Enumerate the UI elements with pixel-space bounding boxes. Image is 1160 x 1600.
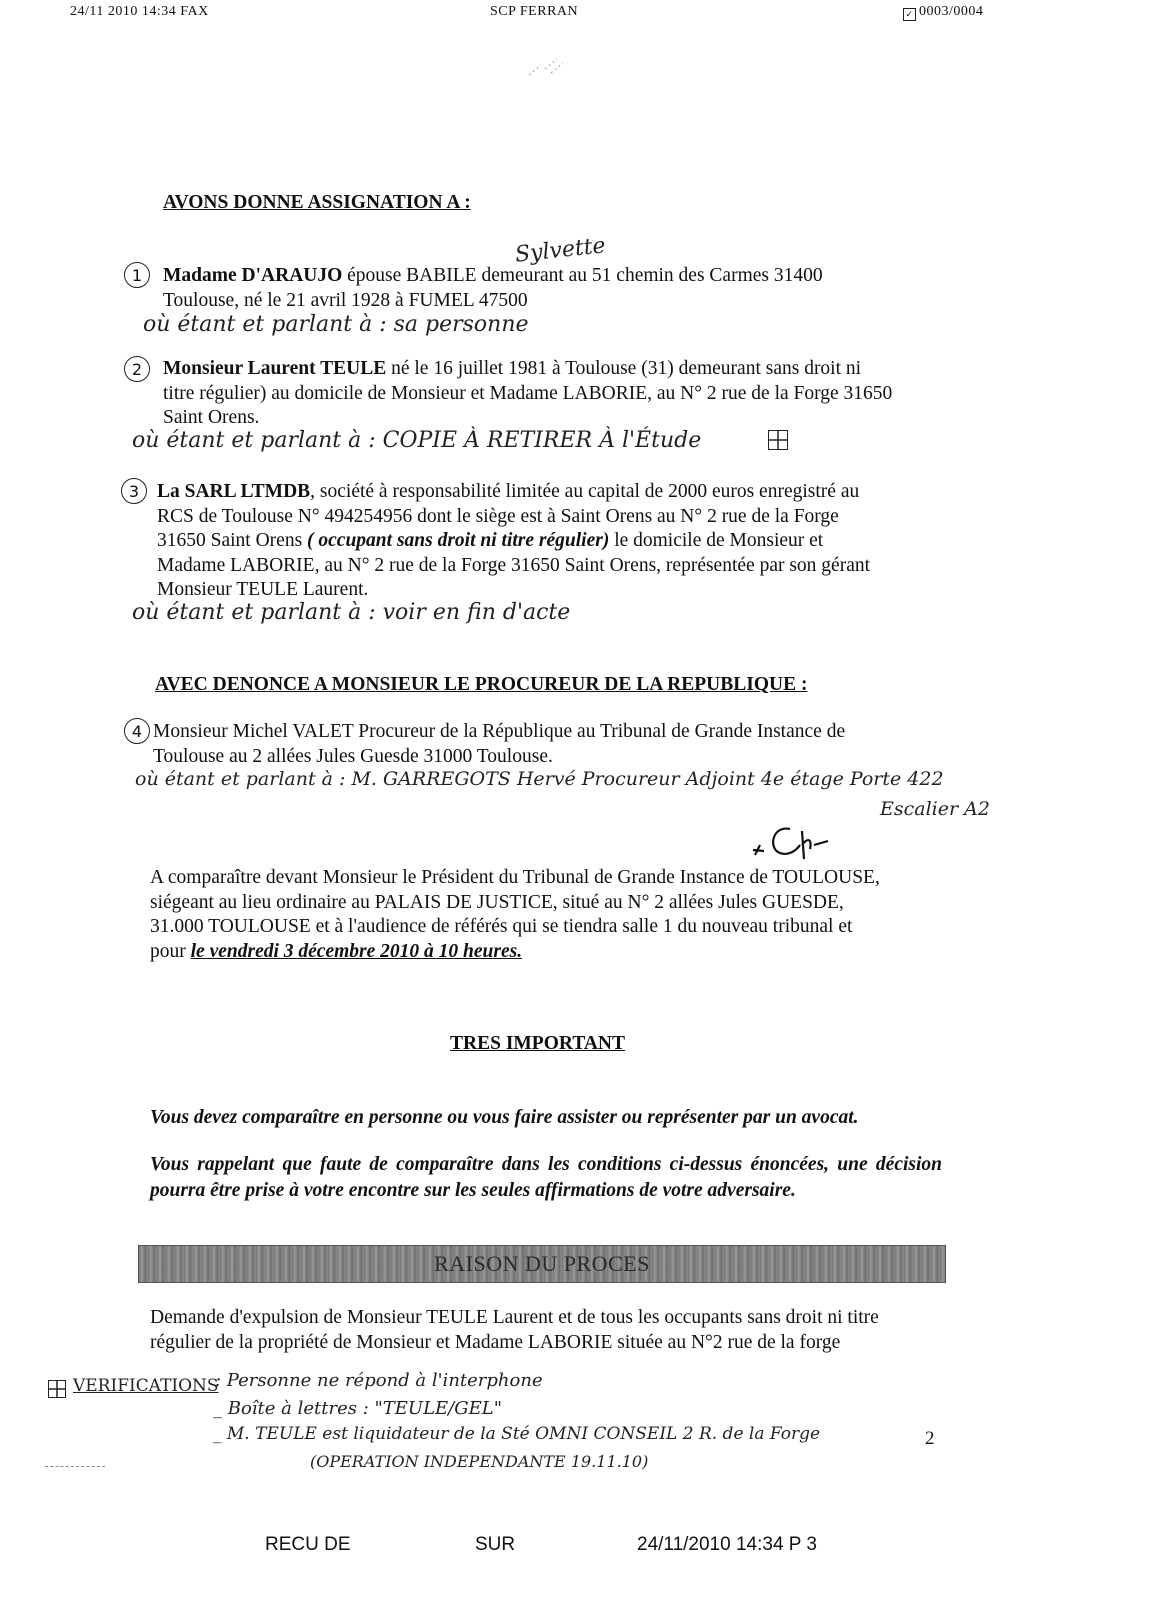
denonce-heading: AVEC DENONCE A MONSIEUR LE PROCUREUR DE LA REPUBLIQUE : [155, 674, 808, 695]
verification-note-1: : Personne ne répond à l'interphone [215, 1370, 543, 1391]
party-3-name: La SARL LTMDB [157, 481, 311, 502]
fax-footer-datetime: 24/11/2010 14:34 P 3 [637, 1534, 817, 1555]
party-3-occupant-note: ( occupant sans droit ni titre régulier) [307, 530, 610, 551]
assignation-heading: AVONS DONNE ASSIGNATION A : [163, 192, 471, 213]
scan-mark [527, 55, 567, 77]
comparution-text [150, 866, 942, 964]
party-2-name: Monsieur Laurent TEULE [163, 358, 387, 379]
party-3-handwritten-service: où étant et parlant à : voir en fin d'acte [132, 600, 571, 625]
fax-icon: ✓ [903, 8, 916, 21]
cross-box-icon [768, 430, 788, 450]
hearing-date: le vendredi 3 décembre 2010 à 10 heures. [190, 940, 523, 962]
verification-note-4: (OPERATION INDEPENDANTE 19.11.10) [310, 1452, 649, 1471]
comparution-line-1: A comparaître devant Monsieur le Président du Tribunal de Grande Instance de TOULOUSE, [150, 867, 880, 888]
comparution-line-3: 31.000 TOULOUSE et à l'audience de référés qui se tiendra salle 1 du nouveau tribunal et [150, 916, 853, 937]
party-1-line-2: Toulouse, né le 21 avril 1928 à FUMEL 47500 [163, 289, 528, 311]
fax-footer-sur: SUR [475, 1534, 516, 1555]
party-2-text [163, 357, 945, 431]
verifications-title: VERIFICATIONS [73, 1376, 219, 1396]
raison-line-1: Demande d'expulsion de Monsieur TEULE Laurent et de tous les occupants sans droit ni titre [150, 1307, 879, 1328]
procureur-line-1: Monsieur Michel VALET Procureur de la République au Tribunal de Grande Instance de [153, 721, 846, 742]
cross-box-icon [48, 1380, 66, 1398]
important-notice-1: Vous devez comparaître en personne ou vous faire assister ou représenter par un avocat. [150, 1107, 859, 1128]
fax-header-page [903, 4, 983, 21]
bailiff-signature [750, 815, 830, 865]
party-2-line-1: né le 16 juillet 1981 à Toulouse (31) demeurant sans droit ni [386, 358, 862, 379]
important-heading: TRES IMPORTANT [450, 1033, 626, 1054]
party-1-name: Madame D'ARAUJO [163, 265, 343, 286]
procureur-line-2: Toulouse au 2 allées Jules Guesde 31000 Toulouse. [153, 745, 553, 767]
handwritten-insert-firstname: Sylvette [513, 233, 607, 268]
party-3-line-5: Monsieur TEULE Laurent. [157, 579, 369, 600]
party-2-line-2: titre régulier) au domicile de Monsieur et Madame LABORIE, au N° 2 rue de la Forge 31650 [163, 382, 893, 404]
raison-line-2: régulier de la propriété de Monsieur et Madame LABORIE située au N°2 rue de la forge [150, 1331, 841, 1353]
party-2-line-3: Saint Orens. [163, 407, 260, 428]
party-3-line-4: Madame LABORIE, au N° 2 rue de la Forge 31650 Saint Orens, représentée par son gérant [157, 554, 871, 576]
party-3-line-3c: le domicile de Monsieur et [609, 530, 824, 551]
party-number-circle: 1 [124, 262, 150, 288]
fax-page-number: 0003/0004 [919, 4, 984, 19]
comparution-line-4: pour [150, 940, 191, 962]
party-number-circle: 3 [121, 478, 147, 504]
party-1-handwritten-service: où étant et parlant à : sa personne [143, 312, 529, 337]
party-number-circle: 2 [124, 356, 150, 382]
divider [45, 1466, 105, 1467]
party-1-line-1: épouse BABILE demeurant au 51 chemin des Carmes 31400 [342, 265, 823, 286]
fax-header-datetime: 24/11 2010 14:34 FAX [70, 4, 209, 19]
party-3-line-2: RCS de Toulouse N° 494254956 dont le siège est à Saint Orens au N° 2 rue de la Forge [157, 505, 839, 527]
verification-note-3: _ M. TEULE est liquidateur de la Sté OMNI CONSEIL 2 R. de la Forge [213, 1424, 821, 1444]
procureur-handwritten-service: où étant et parlant à : M. GARREGOTS Hervé Procureur Adjoint 4e étage Porte 422 [135, 768, 944, 790]
raison-banner [138, 1245, 946, 1283]
party-3-text [157, 480, 944, 603]
procureur-text [153, 720, 945, 769]
procureur-handwritten-extra: Escalier A2 [880, 798, 990, 820]
party-2-handwritten-service: où étant et parlant à : COPIE À RETIRER À l'Étude [132, 428, 702, 453]
party-3-line-1: , société à responsabilité limitée au capital de 2000 euros enregistré au [310, 481, 860, 502]
fax-header-sender: SCP FERRAN [490, 4, 579, 19]
page-number: 2 [925, 1428, 935, 1449]
raison-text [150, 1306, 950, 1355]
party-3-line-3a: 31650 Saint Orens [157, 530, 308, 551]
verification-note-2: _ Boîte à lettres : "TEULE/GEL" [213, 1398, 502, 1419]
fax-footer-recu: RECU DE [265, 1534, 351, 1555]
raison-banner-title: RAISON DU PROCES [434, 1251, 650, 1276]
important-notice-2: Vous rappelant que faute de comparaître dans les conditions ci-dessus énoncées, une décision pourra être prise à votre encontre sur les seules affirmations de votre adversaire. [150, 1154, 942, 1201]
party-1-text [163, 264, 945, 313]
party-number-circle: 4 [124, 718, 150, 744]
comparution-line-2: siégeant au lieu ordinaire au PALAIS DE JUSTICE, situé au N° 2 allées Jules GUESDE, [150, 891, 844, 913]
